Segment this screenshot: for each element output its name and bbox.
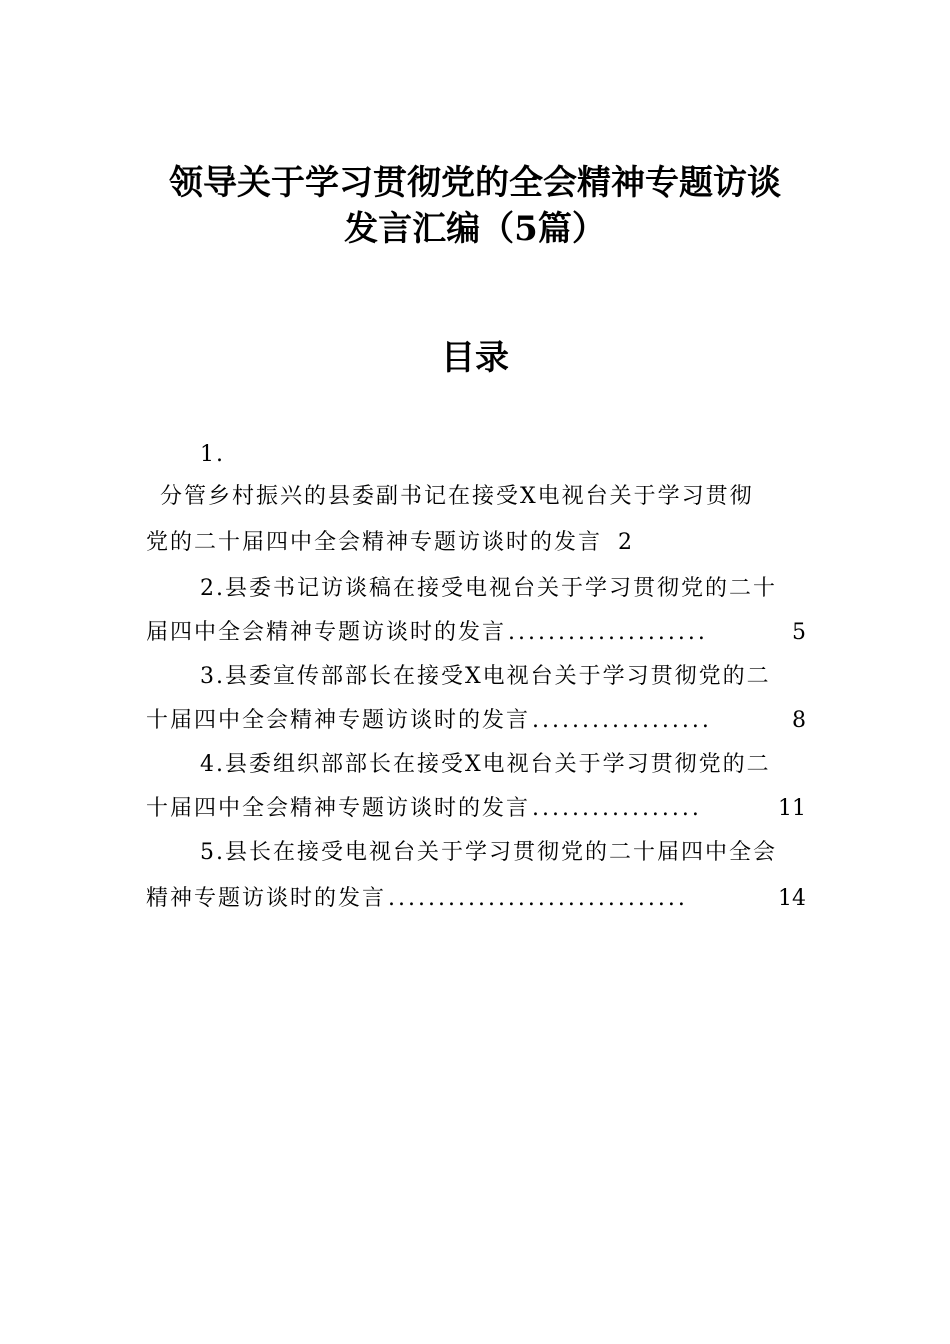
toc-entry-4-leader: ................. [532,796,702,821]
document-title-line-2: 发言汇编（5篇） [344,209,606,249]
toc-entry-1-line-2[interactable] [146,525,806,561]
toc-entry-1-number[interactable]: 1. [200,442,225,467]
toc-entry-2-text: 届四中全会精神专题访谈时的发言 [146,620,507,645]
toc-entry-1-text: 党的二十届四中全会精神专题访谈时的发言 [146,530,603,555]
toc-entry-4-line-1[interactable]: 4.县委组织部部长在接受X电视台关于学习贯彻党的二 [200,752,771,777]
toc-entry-3-leader: .................. [532,708,712,733]
toc-entry-5-page: 14 [778,886,806,911]
toc-entry-4-page: 11 [778,796,806,821]
toc-entry-2-page: 5 [792,620,806,645]
document-title-line-1: 领导关于学习贯彻党的全会精神专题访谈 [169,163,781,203]
toc-entry-5-line-1[interactable]: 5.县长在接受电视台关于学习贯彻党的二十届四中全会 [200,840,777,865]
toc-entry-5-text: 精神专题访谈时的发言 [146,886,387,911]
toc-entry-4-text: 十届四中全会精神专题访谈时的发言 [146,796,531,821]
toc-entry-2-line-1[interactable]: 2.县委书记访谈稿在接受电视台关于学习贯彻党的二十 [200,576,777,601]
toc-entry-1-page: 2 [618,530,633,555]
toc-entry-2-leader: .................... [508,620,708,645]
toc-heading: 目录 [441,338,509,378]
toc-entry-3-line-2[interactable] [146,703,806,739]
toc-entry-3-text: 十届四中全会精神专题访谈时的发言 [146,708,531,733]
toc-entry-5-line-2[interactable] [146,881,806,917]
toc-entry-3-line-1[interactable]: 3.县委宣传部部长在接受X电视台关于学习贯彻党的二 [200,664,771,689]
toc-entry-1-line-1[interactable]: 分管乡村振兴的县委副书记在接受X电视台关于学习贯彻 [160,484,754,509]
toc-entry-5-leader: .............................. [388,886,688,911]
toc-entry-2-line-2[interactable] [146,615,806,651]
toc-entry-4-line-2[interactable] [146,791,806,827]
toc-entry-3-page: 8 [792,708,806,733]
